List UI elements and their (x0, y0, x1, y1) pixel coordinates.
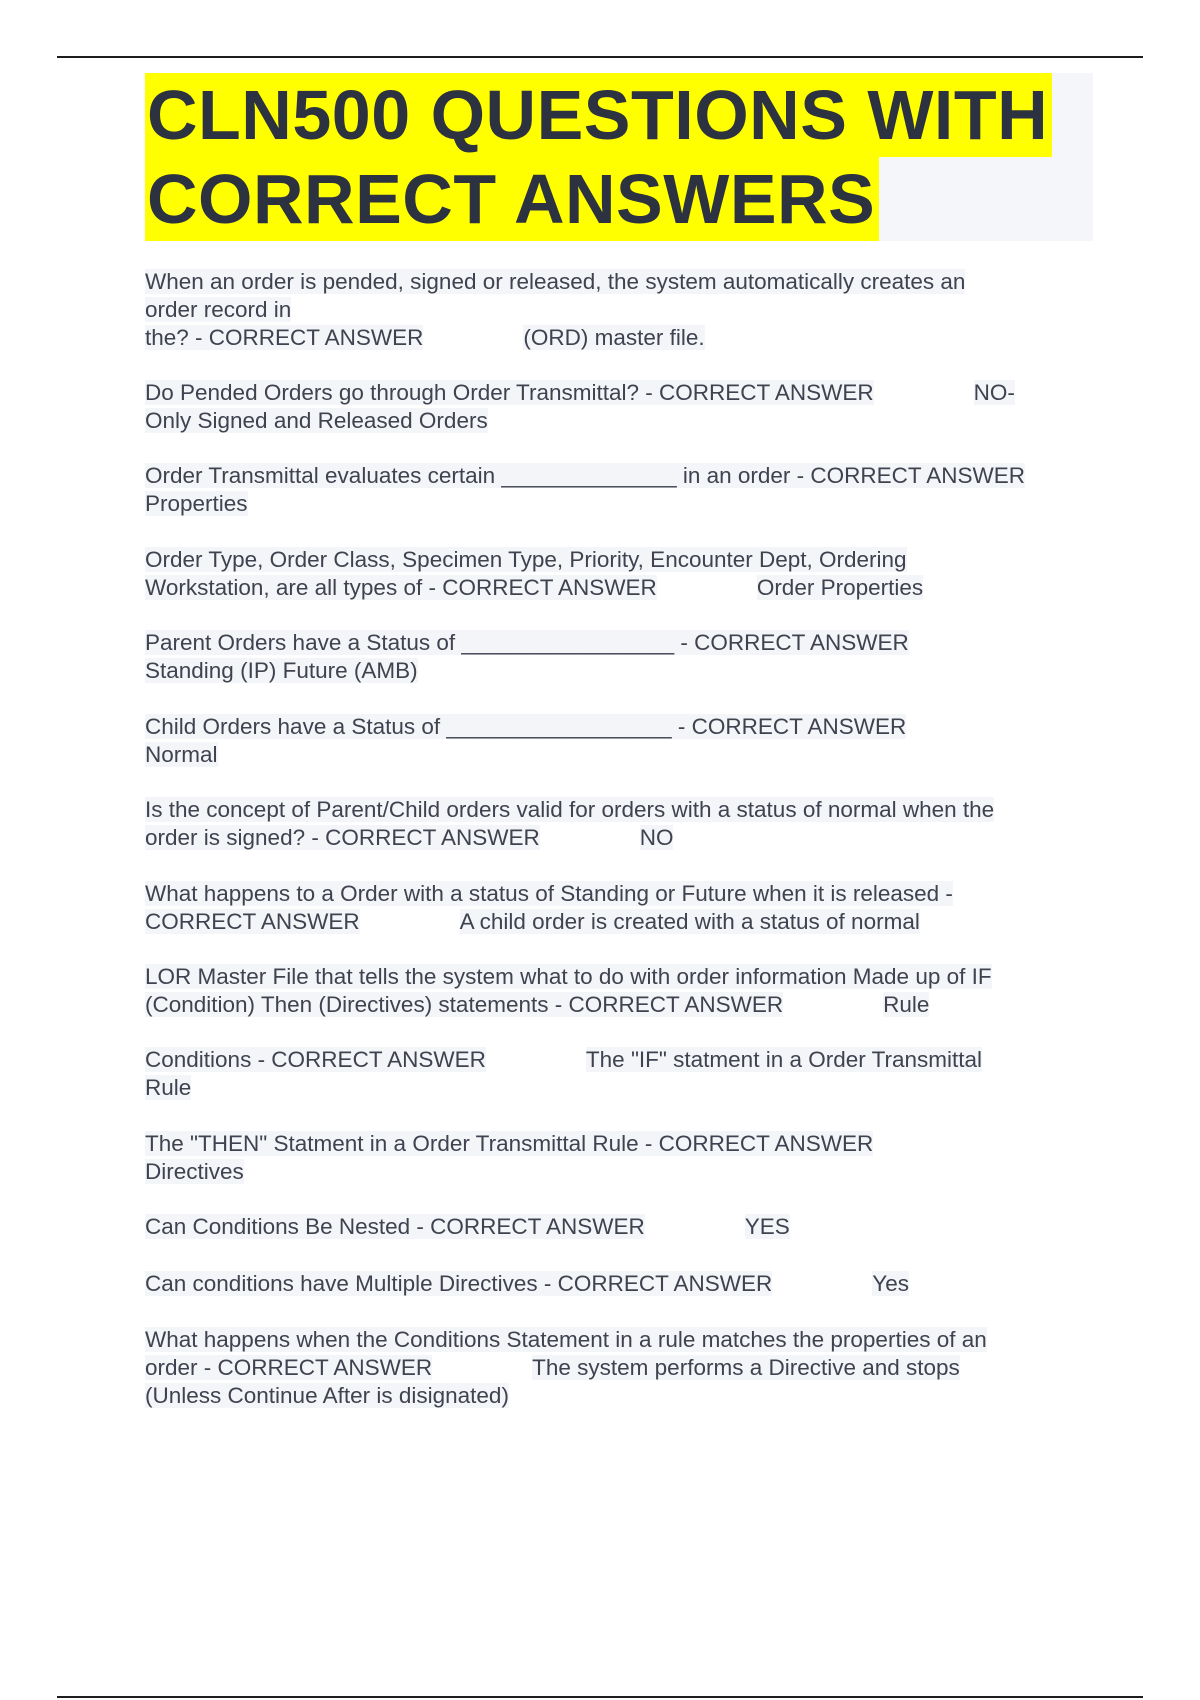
answer-text: Normal (145, 742, 218, 767)
question-text: Do Pended Orders go through Order Transmittal? - CORRECT ANSWER (145, 380, 874, 405)
question-text: order is signed? - CORRECT ANSWER (145, 825, 540, 850)
question-text: Workstation, are all types of - CORRECT ANSWER (145, 575, 657, 600)
qa-item-2 (145, 379, 1095, 435)
answer-text: The "IF" statment in a Order Transmittal (585, 1047, 983, 1072)
question-text: When an order is pended, signed or released, the system automatically creates an (145, 269, 966, 294)
answer-text: Directives (145, 1159, 244, 1184)
title-line-2: CORRECT ANSWERS (145, 157, 879, 241)
answer-text: YES (744, 1214, 790, 1239)
qa-item-11 (145, 1130, 1095, 1186)
answer-text: (Unless Continue After is disignated) (145, 1383, 509, 1408)
answer-text: Only Signed and Released Orders (145, 408, 488, 433)
document-title (145, 73, 1093, 241)
question-text: Can Conditions Be Nested - CORRECT ANSWER (145, 1214, 645, 1239)
question-text: Conditions - CORRECT ANSWER (145, 1047, 486, 1072)
question-text: order - CORRECT ANSWER (145, 1355, 433, 1380)
question-text: Order Type, Order Class, Specimen Type, Priority, Encounter Dept, Ordering (145, 547, 907, 572)
answer-text: NO- (973, 380, 1015, 405)
title-line-1: CLN500 QUESTIONS WITH (145, 73, 1052, 157)
question-text: What happens when the Conditions Statement in a rule matches the properties of an (145, 1327, 987, 1352)
top-rule (57, 56, 1143, 58)
qa-item-5 (145, 629, 1095, 685)
answer-text: Properties (145, 491, 248, 516)
qa-item-7 (145, 796, 1095, 852)
qa-item-13 (145, 1270, 1095, 1298)
answer-text: Order Properties (756, 575, 924, 600)
question-text: (Condition) Then (Directives) statements - CORRECT ANSWER (145, 992, 784, 1017)
answer-text: (ORD) master file. (523, 325, 705, 350)
answer-text: Standing (IP) Future (AMB) (145, 658, 418, 683)
question-text: Order Transmittal evaluates certain ______________ in an order - CORRECT ANSWER (145, 463, 1026, 488)
question-text: What happens to a Order with a status of Standing or Future when it is released - (145, 881, 953, 906)
qa-item-12 (145, 1213, 1095, 1241)
answer-text: The system performs a Directive and stops (532, 1355, 960, 1380)
answer-text: Rule (883, 992, 930, 1017)
question-text: Parent Orders have a Status of _________________ - CORRECT ANSWER (145, 630, 909, 655)
bottom-rule (57, 1696, 1143, 1698)
answer-text: NO (639, 825, 674, 850)
question-text: the? - CORRECT ANSWER (145, 325, 424, 350)
question-text: LOR Master File that tells the system what to do with order information Made up of IF (145, 964, 992, 989)
question-text: Is the concept of Parent/Child orders valid for orders with a status of normal when the (145, 797, 995, 822)
qa-item-8 (145, 880, 1095, 936)
question-text: CORRECT ANSWER (145, 909, 360, 934)
qa-item-4 (145, 546, 1095, 602)
qa-item-3 (145, 462, 1095, 518)
question-text: order record in (145, 297, 292, 322)
question-text: Child Orders have a Status of __________________ - CORRECT ANSWER (145, 714, 907, 739)
question-text: The "THEN" Statment in a Order Transmittal Rule - CORRECT ANSWER (145, 1131, 874, 1156)
qa-item-6 (145, 713, 1095, 769)
qa-item-14 (145, 1326, 1095, 1410)
answer-text: Yes (872, 1271, 910, 1296)
question-text: Can conditions have Multiple Directives - CORRECT ANSWER (145, 1271, 773, 1296)
qa-item-1 (145, 268, 1095, 352)
qa-item-9 (145, 963, 1095, 1019)
qa-item-10 (145, 1046, 1095, 1102)
answer-text: Rule (145, 1075, 192, 1100)
answer-text: A child order is created with a status of normal (459, 909, 920, 934)
